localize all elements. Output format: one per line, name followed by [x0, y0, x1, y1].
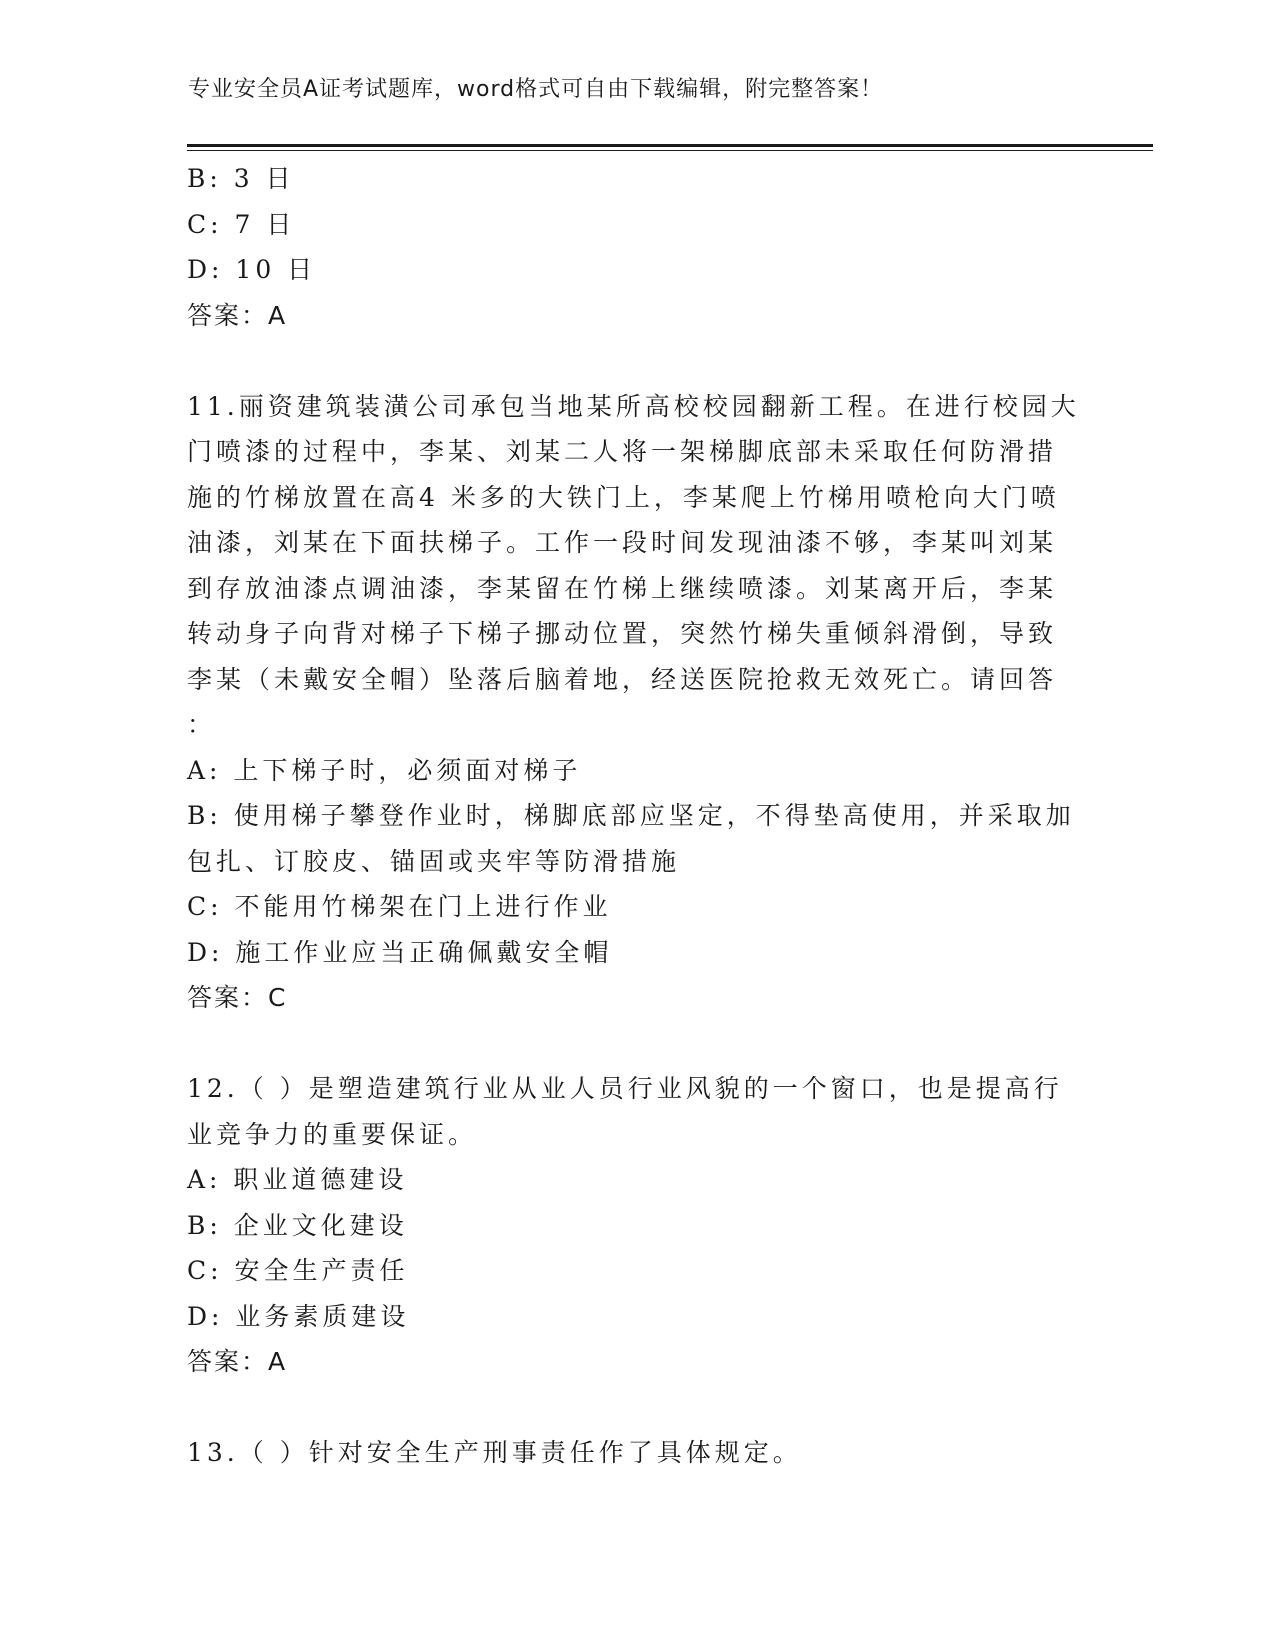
q12-stem-line: 业竞争力的重要保证。 — [187, 1119, 478, 1149]
q11-stem-line: 油漆，刘某在下面扶梯子。工作一段时间发现油漆不够，李某叫刘某 — [187, 528, 1058, 557]
q11-stem-line: 施的竹梯放置在高4 米多的大铁门上，李某爬上竹梯用喷枪向大门喷 — [187, 482, 1060, 512]
q12-answer: 答案：A — [187, 1347, 288, 1376]
spacer — [187, 1385, 1087, 1431]
q12-stem-line: 12.（ ）是塑造建筑行业从业人员行业风貌的一个窗口，也是提高行 — [187, 1074, 1063, 1103]
q11-answer: 答案：C — [187, 983, 288, 1012]
q11-stem-line: 门喷漆的过程中，李某、刘某二人将一架梯脚底部未采取任何防滑措 — [187, 437, 1058, 466]
q11-option-d: D: 施工作业应当正确佩戴安全帽 — [187, 937, 613, 967]
page-header: 专业安全员A证考试题库，word格式可自由下载编辑，附完整答案！ — [188, 77, 884, 102]
q12-option-c: C: 安全生产责任 — [187, 1256, 409, 1285]
q11-stem-line: ： — [187, 710, 217, 739]
q12-option-d: D: 业务素质建设 — [187, 1301, 410, 1331]
header-rule-thin — [187, 150, 1153, 151]
q12-option-b: B: 企业文化建设 — [187, 1210, 408, 1240]
q10-answer: 答案：A — [187, 300, 288, 330]
q10-option-d: D: 10 日 — [187, 255, 317, 284]
q11-option-a: A: 上下梯子时，必须面对梯子 — [187, 755, 582, 785]
q11-stem-line: 转动身子向背对梯子下梯子挪动位置，突然竹梯失重倾斜滑倒，导致 — [187, 619, 1058, 648]
q10-option-b: B: 3 日 — [187, 164, 295, 193]
q11-stem-line: 11.丽资建筑装潢公司承包当地某所高校校园翻新工程。在进行校园大 — [187, 391, 1080, 421]
spacer — [187, 338, 1087, 384]
question-content — [187, 156, 1087, 1476]
q11-option-c: C: 不能用竹梯架在门上进行作业 — [187, 892, 612, 921]
q11-stem-line: 李某（未戴安全帽）坠落后脑着地，经送医院抢救无效死亡。请回答 — [187, 664, 1058, 694]
spacer — [187, 1021, 1087, 1067]
header-rule-thick — [187, 144, 1153, 147]
q12-option-a: A: 职业道德建设 — [187, 1165, 408, 1194]
q10-option-c: C: 7 日 — [187, 209, 296, 239]
q11-option-b-cont: 包扎、订胶皮、锚固或夹牢等防滑措施 — [187, 846, 681, 876]
q11-stem-line: 到存放油漆点调油漆，李某留在竹梯上继续喷漆。刘某离开后，李某 — [187, 573, 1058, 603]
q13-stem-line: 13.（ ）针对安全生产刑事责任作了具体规定。 — [187, 1438, 802, 1467]
q11-option-b: B: 使用梯子攀登作业时，梯脚底部应坚定，不得垫高使用，并采取加 — [187, 801, 1075, 830]
